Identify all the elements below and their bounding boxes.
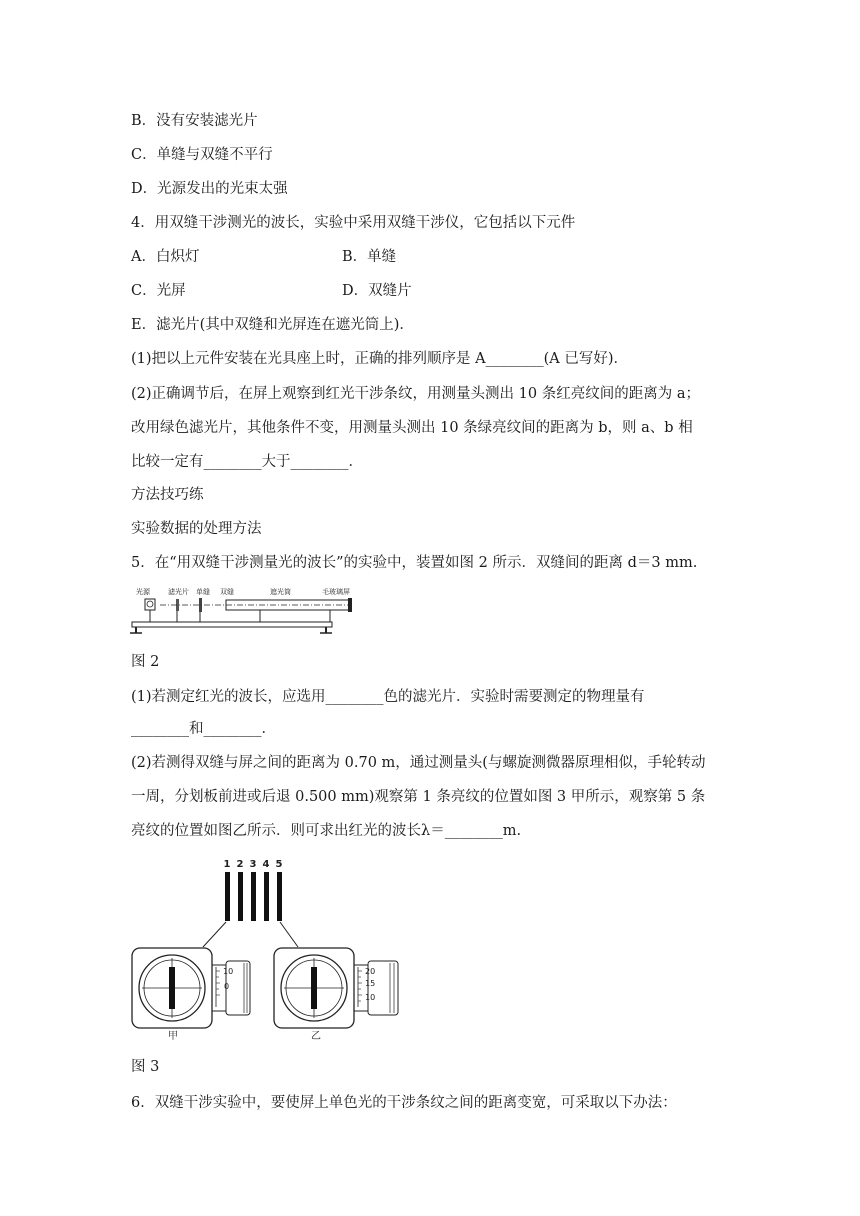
q5-part-1-line-1: (1)若测定红光的波长，应选用________色的滤光片．实验时需要测定的物理量有 xyxy=(131,689,645,705)
section-heading-methods: 方法技巧练 xyxy=(131,487,204,503)
figure-3-caption: 图 3 xyxy=(131,1059,160,1075)
label-source: 光源 xyxy=(136,588,150,596)
question-5: 5．在“用双缝干涉测量光的波长”的实验中，装置如图 2 所示．双缝间的距离 d＝3 mm. xyxy=(131,555,698,571)
option-c: C．单缝与双缝不平行 xyxy=(131,147,273,163)
jia-scale-10: 10 xyxy=(223,967,234,976)
q5-part-2-line-1: (2)若测得双缝与屏之间的距离为 0.70 m，通过测量头(与螺旋测微器原理相似，手轮转动 xyxy=(131,755,706,771)
figure-2-caption: 图 2 xyxy=(131,654,160,670)
q4-part-2-line-1: (2)正确调节后，在屏上观察到红光干涉条纹，用测量头测出 10 条红亮纹间的距离为 a； xyxy=(131,386,700,402)
section-heading-data: 实验数据的处理方法 xyxy=(131,521,262,537)
q4-part-1: (1)把以上元件安装在光具座上时，正确的排列顺序是 A________(A 已写好)． xyxy=(131,351,629,367)
q4-option-c: C．光屏 xyxy=(131,283,186,299)
label-jia: 甲 xyxy=(168,1031,178,1042)
q4-option-a: A．白炽灯 xyxy=(131,249,200,265)
question-6: 6．双缝干涉实验中，要使屏上单色光的干涉条纹之间的距离变宽，可采取以下办法： xyxy=(131,1095,677,1111)
label-filter: 滤光片 xyxy=(168,588,189,596)
q5-part-2-line-2: 一周，分划板前进或后退 0.500 mm)观察第 1 条亮纹的位置如图 3 甲所示，观察第 5 条 xyxy=(131,789,706,805)
label-tube: 遮光筒 xyxy=(270,588,291,596)
label-yi: 乙 xyxy=(311,1031,321,1042)
eyepiece-jia xyxy=(132,948,250,1042)
eyepiece-yi xyxy=(274,948,398,1042)
option-b: B．没有安装滤光片 xyxy=(131,113,258,129)
q4-option-b: B．单缝 xyxy=(342,249,397,265)
figure-2-apparatus xyxy=(130,585,370,637)
q5-part-1-line-2: ________和________． xyxy=(131,721,276,737)
figure-3-measuring-head xyxy=(128,855,418,1040)
fringe-pattern xyxy=(225,872,282,921)
yi-scale-10: 10 xyxy=(365,993,376,1002)
q4-part-2-line-3: 比较一定有________大于________． xyxy=(131,454,363,470)
fringe-number-2: 2 xyxy=(236,859,244,870)
fringe-number-5: 5 xyxy=(275,859,283,870)
q5-part-2-line-3: 亮纹的位置如图乙所示．则可求出红光的波长λ＝________m. xyxy=(131,823,522,839)
fringe-number-4: 4 xyxy=(262,859,270,870)
fringe-number-1: 1 xyxy=(223,859,231,870)
label-double-slit: 双缝 xyxy=(220,588,234,596)
option-d: D．光源发出的光束太强 xyxy=(131,181,288,197)
question-4: 4．用双缝干涉测光的波长，实验中采用双缝干涉仪，它包括以下元件 xyxy=(131,215,576,231)
q4-option-e: E．滤光片(其中双缝和光屏连在遮光筒上)． xyxy=(131,317,414,333)
yi-scale-15: 15 xyxy=(365,979,376,988)
fringe-number-3: 3 xyxy=(249,859,257,870)
jia-scale-0: 0 xyxy=(224,982,230,991)
yi-scale-20: 20 xyxy=(365,967,376,976)
label-single-slit: 单缝 xyxy=(196,588,210,596)
q4-part-2-line-2: 改用绿色滤光片，其他条件不变，用测量头测出 10 条绿亮纹间的距离为 b，则 a、b 相 xyxy=(131,420,693,436)
label-screen: 毛玻璃屏 xyxy=(322,588,350,596)
q4-option-d: D．双缝片 xyxy=(342,283,412,299)
